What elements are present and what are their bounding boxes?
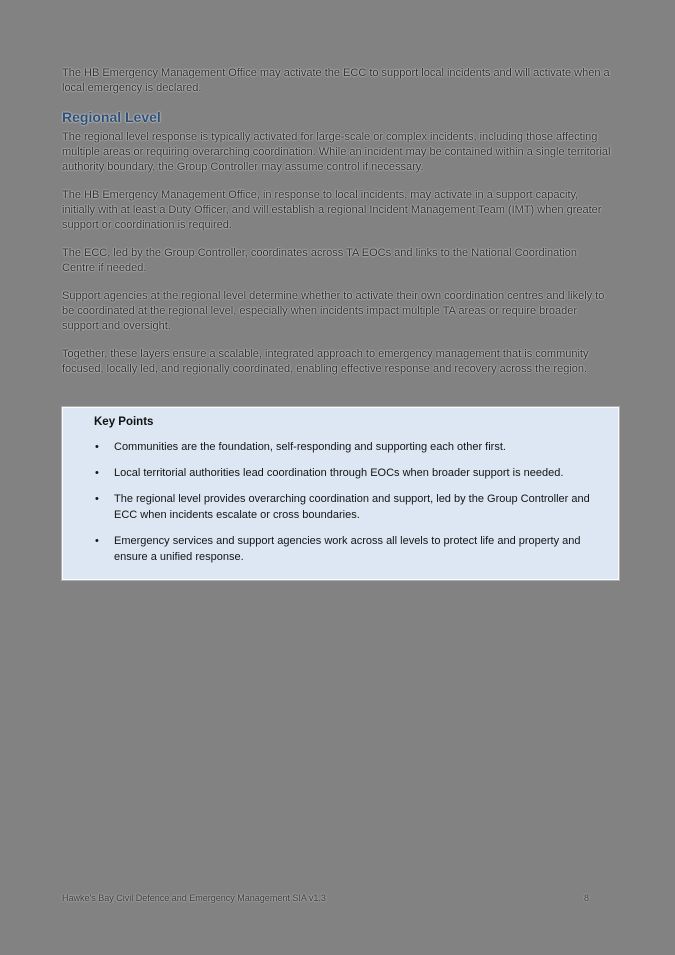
paragraph: The regional level response is typically activated for large-scale or complex incidents, including those affecting multiple areas or requiring overarching coordination. While an incident may be contained within a single territorial authority boundary, the Group Controller may assume control if necessary.	[62, 131, 611, 173]
bullet-icon: •	[95, 535, 99, 547]
key-point-text: Emergency services and support agencies work across all levels to protect life and property and ensure a unified response.	[114, 535, 581, 563]
key-points-list	[94, 439, 594, 565]
footer-page-number: 8	[584, 893, 590, 903]
paragraph: Together, these layers ensure a scalable, integrated approach to emergency management that is community focused, locally led, and regionally coordinated, enabling effective response and recovery across the region.	[62, 348, 589, 375]
key-point-text: The regional level provides overarching coordination and support, led by the Group Controller and ECC when incidents escalate or cross boundaries.	[114, 493, 590, 521]
key-point-item	[94, 465, 594, 481]
key-point-item	[94, 439, 594, 455]
key-point-item	[94, 533, 594, 565]
paragraph: The HB Emergency Management Office may activate the ECC to support local incidents and will activate when a local emergency is declared.	[62, 67, 610, 94]
paragraph: The HB Emergency Management Office, in response to local incidents, may activate in a support capacity, initially with at least a Duty Officer, and will establish a regional Incident Management Team (IMT) when greater support or coordination is required.	[62, 189, 602, 231]
footer-document-title: Hawke's Bay Civil Defence and Emergency Management SIA v1.3	[62, 893, 326, 903]
paragraph: Support agencies at the regional level determine whether to activate their own coordination centres and likely to be coordinated at the regional level, especially when incidents impact multiple TA areas or require broader support and oversight.	[62, 290, 605, 332]
key-point-item	[94, 491, 594, 523]
section-heading-regional-level: Regional Level	[62, 109, 161, 125]
bullet-icon: •	[95, 441, 99, 453]
bullet-icon: •	[95, 493, 99, 505]
document-page-content	[62, 66, 612, 580]
paragraph: The ECC, led by the Group Controller, coordinates across TA EOCs and links to the National Coordination Centre if needed.	[62, 247, 578, 274]
key-points-box	[62, 407, 619, 580]
key-point-text: Local territorial authorities lead coordination through EOCs when broader support is needed.	[114, 467, 564, 479]
bullet-icon: •	[95, 467, 99, 479]
key-point-text: Communities are the foundation, self-responding and supporting each other first.	[114, 441, 506, 453]
key-points-title: Key Points	[94, 416, 154, 428]
